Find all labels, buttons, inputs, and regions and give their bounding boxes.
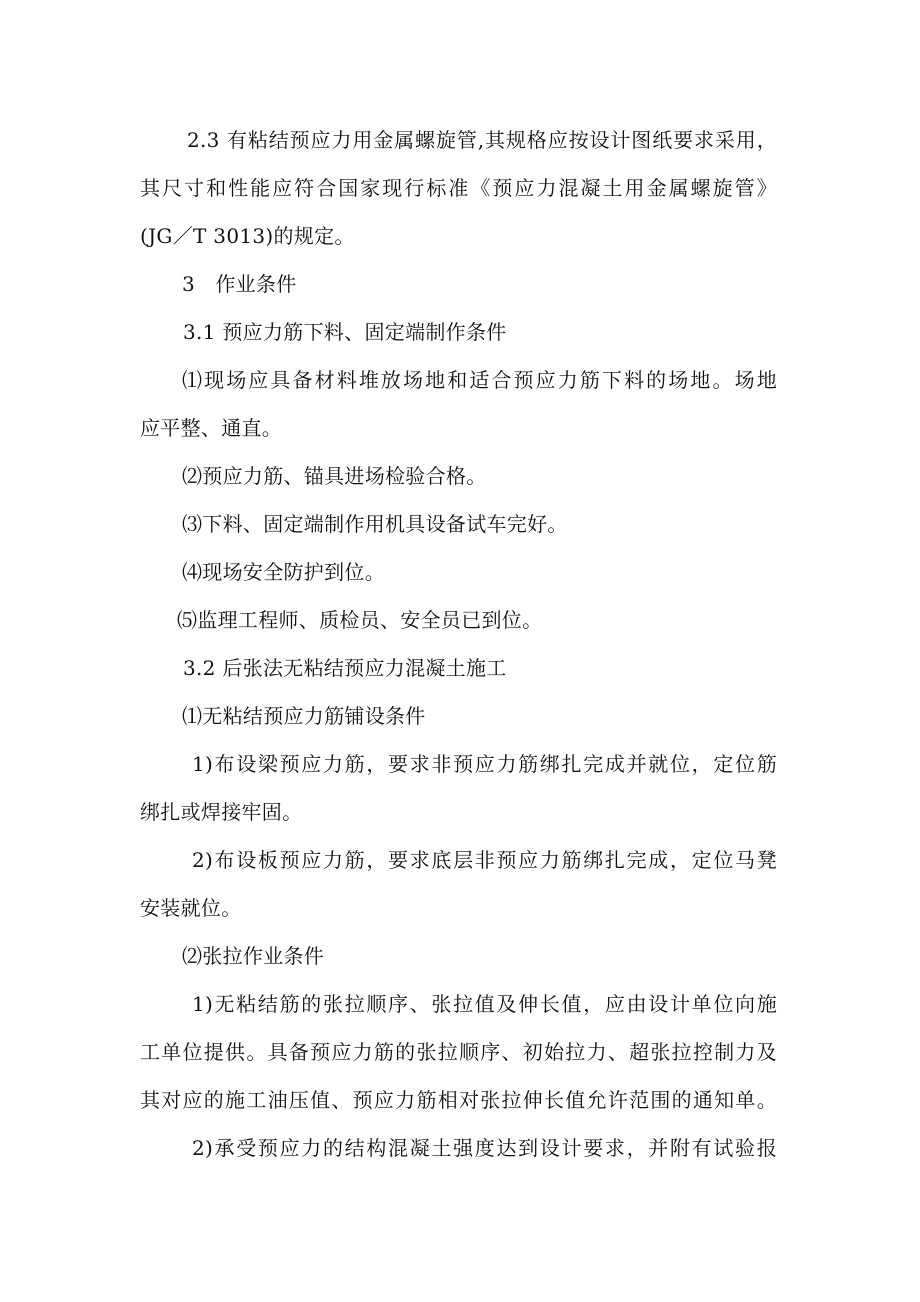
subsection-heading-3-1: 3.1 预应力筋下料、固定端制作条件: [183, 320, 507, 344]
text-line-1: 2.3 有粘结预应力用金属螺旋管,其规格应按设计图纸要求采用，: [187, 128, 777, 152]
subsection-heading-3-2: 3.2 后张法无粘结预应力混凝土施工: [183, 656, 507, 680]
text-line-21: 其对应的施工油压值、预应力筋相对张拉伸长值允许范围的通知单。: [140, 1088, 777, 1112]
text-line-7: 应平整、通直。: [140, 416, 283, 440]
text-line-15: 绑扎或焊接牢固。: [140, 800, 303, 824]
text-line-18: ⑵张拉作业条件: [182, 944, 325, 968]
text-line-19: 1)无粘结筋的张拉顺序、张拉值及伸长值，应由设计单位向施: [192, 992, 777, 1016]
section-heading-3: 3 作业条件: [182, 272, 297, 296]
text-line-22: 2)承受预应力的结构混凝土强度达到设计要求，并附有试验报: [192, 1136, 777, 1160]
text-line-14: 1)布设梁预应力筋，要求非预应力筋绑扎完成并就位，定位筋: [192, 752, 777, 776]
text-line-9: ⑶下料、固定端制作用机具设备试车完好。: [182, 512, 568, 536]
text-line-6: ⑴现场应具备材料堆放场地和适合预应力筋下料的场地。场地: [182, 368, 777, 392]
text-line-20: 工单位提供。具备预应力筋的张拉顺序、初始拉力、超张拉控制力及: [140, 1040, 777, 1064]
text-line-3: (JG／T 3013)的规定。: [140, 224, 355, 248]
text-line-2: 其尺寸和性能应符合国家现行标准《预应力混凝土用金属螺旋管》: [140, 176, 777, 200]
text-line-8: ⑵预应力筋、锚具进场检验合格。: [182, 464, 487, 488]
text-line-17: 安装就位。: [140, 896, 242, 920]
text-line-16: 2)布设板预应力筋，要求底层非预应力筋绑扎完成，定位马凳: [192, 848, 777, 872]
text-line-10: ⑷现场安全防护到位。: [182, 560, 385, 584]
text-line-11: ⑸监理工程师、质检员、安全员已到位。: [177, 608, 543, 632]
text-line-13: ⑴无粘结预应力筋铺设条件: [182, 704, 426, 728]
